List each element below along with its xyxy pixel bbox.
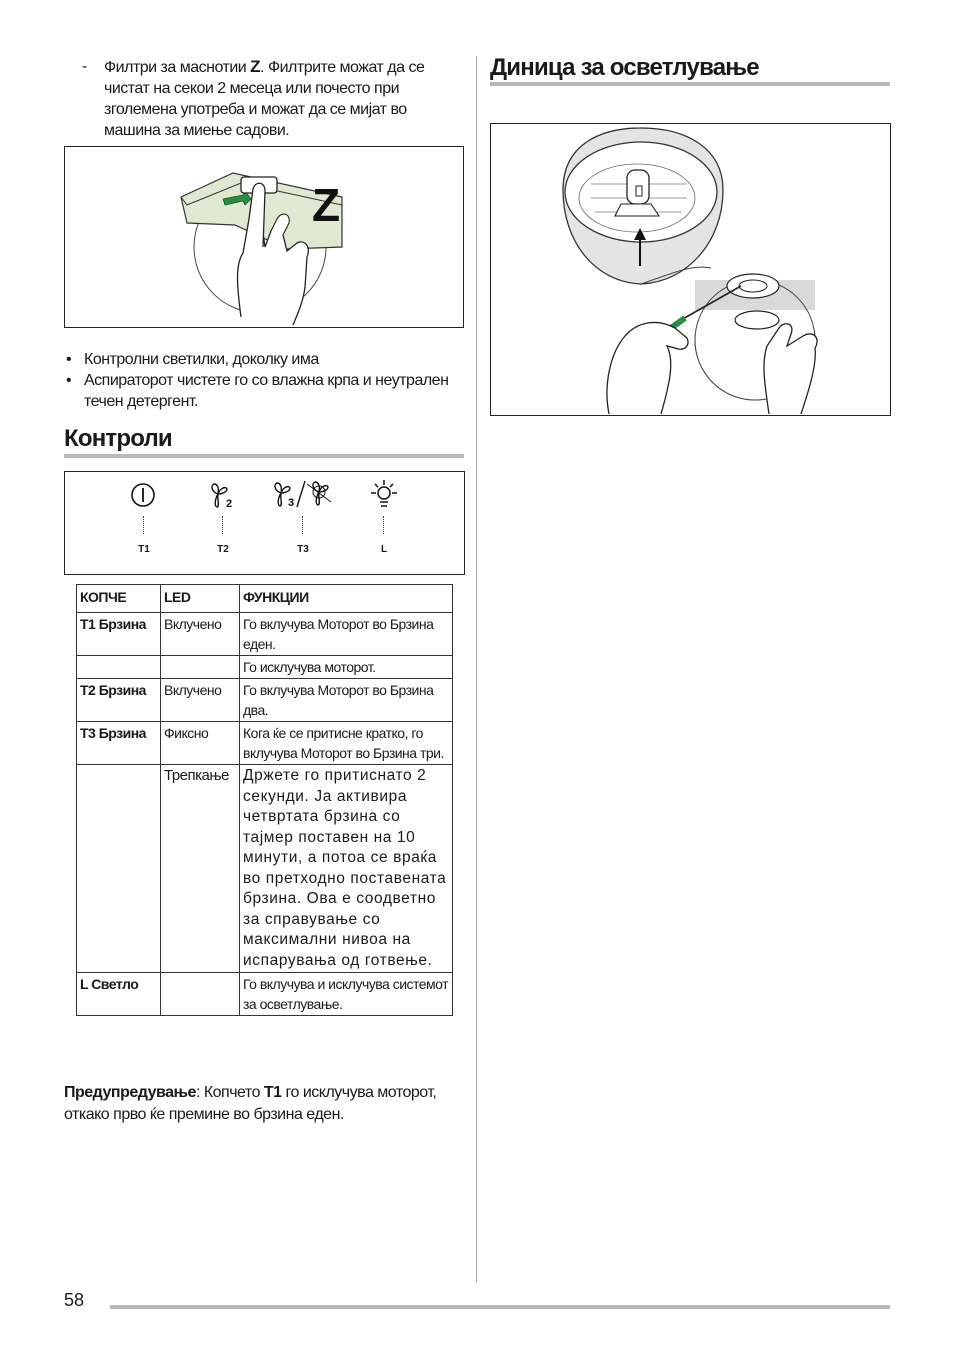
- svg-text:2: 2: [226, 498, 233, 510]
- controls-heading-rule: [64, 454, 464, 458]
- fan-speed-2-icon: [206, 480, 238, 510]
- list-dash: -: [82, 58, 87, 75]
- filter-z-label: Z: [250, 57, 261, 76]
- table-row: Трепкање Држете го притиснато 2 секунди. Ја активира четвртата брзина со тајмер поставен на 10 минути, а потоа се враќа во претходно поставената брзина. Ова е соодветно за справување со максимални нивоа на испарувања од готвење.: [77, 765, 453, 973]
- functions-table: [76, 584, 453, 1016]
- table-header-row: [77, 585, 453, 613]
- t3-indicator-line: [302, 516, 303, 534]
- table-row: T2 Брзина Вклучено Го вклучува Моторот во Брзина два.: [77, 679, 453, 722]
- warning-t1: T1: [263, 1084, 282, 1101]
- t2-indicator-line: [222, 516, 223, 534]
- lighting-heading: Диница за осветлување: [490, 54, 759, 81]
- t3-button[interactable]: T3: [297, 544, 309, 555]
- t2-button[interactable]: T2: [217, 544, 229, 555]
- lamp-replacement-figure: [490, 123, 891, 416]
- lamp-replacement-illustration: [491, 124, 889, 414]
- grease-filter-text: Филтри за маснотии Z. Филтрите можат да се чистат на секои 2 месеца или почесто при зголемена употреба и можат да се мијат во машина за миење садови.: [104, 57, 425, 139]
- page-number: 58: [64, 1290, 85, 1310]
- t1-indicator-line: [143, 516, 144, 534]
- fan-speed-3-icon: [269, 478, 335, 510]
- warning-note: Предупредување: Копчето T1 го исклучува моторот, откако прво ќе премине во брзина еден.: [64, 1084, 437, 1123]
- filter-removal-illustration: [65, 147, 462, 326]
- grease-filter-figure: [64, 146, 464, 328]
- t1-button[interactable]: T1: [138, 544, 150, 555]
- lighting-heading-rule: [490, 82, 890, 86]
- power-icon: [128, 480, 158, 510]
- care-bullet-list: [64, 349, 464, 412]
- warning-label: Предупредување: [64, 1084, 196, 1101]
- figure-z-letter: Z: [312, 179, 341, 231]
- light-icon: [369, 478, 399, 510]
- l-button[interactable]: L: [380, 544, 388, 555]
- table-row: T3 Брзина Фиксно Кога ќе се притисне кратко, го вклучува Моторот во Брзина три.: [77, 722, 453, 765]
- svg-text:3: 3: [288, 497, 295, 509]
- l-indicator-line: [383, 516, 384, 534]
- table-row: L Светло Го вклучува и исклучува системот за осветлување.: [77, 973, 453, 1016]
- controls-heading: Контроли: [64, 425, 172, 452]
- header-led: LED: [161, 585, 240, 613]
- header-functions: ФУНКЦИИ: [240, 585, 453, 613]
- footer-rule: [110, 1305, 890, 1309]
- grease-filter-note: [82, 56, 462, 141]
- column-divider: [476, 56, 477, 1282]
- table-row: T1 Брзина Вклучено Го вклучува Моторот во Брзина еден.: [77, 613, 453, 656]
- list-item: • Контролни светилки, доколку има: [66, 351, 319, 368]
- header-button: КОПЧЕ: [77, 585, 161, 613]
- control-panel-diagram: [64, 471, 465, 575]
- table-row: Го исклучува моторот.: [77, 656, 453, 679]
- list-item: • Аспираторот чистете го со влажна крпа и неутрален течен детергент.: [66, 372, 449, 410]
